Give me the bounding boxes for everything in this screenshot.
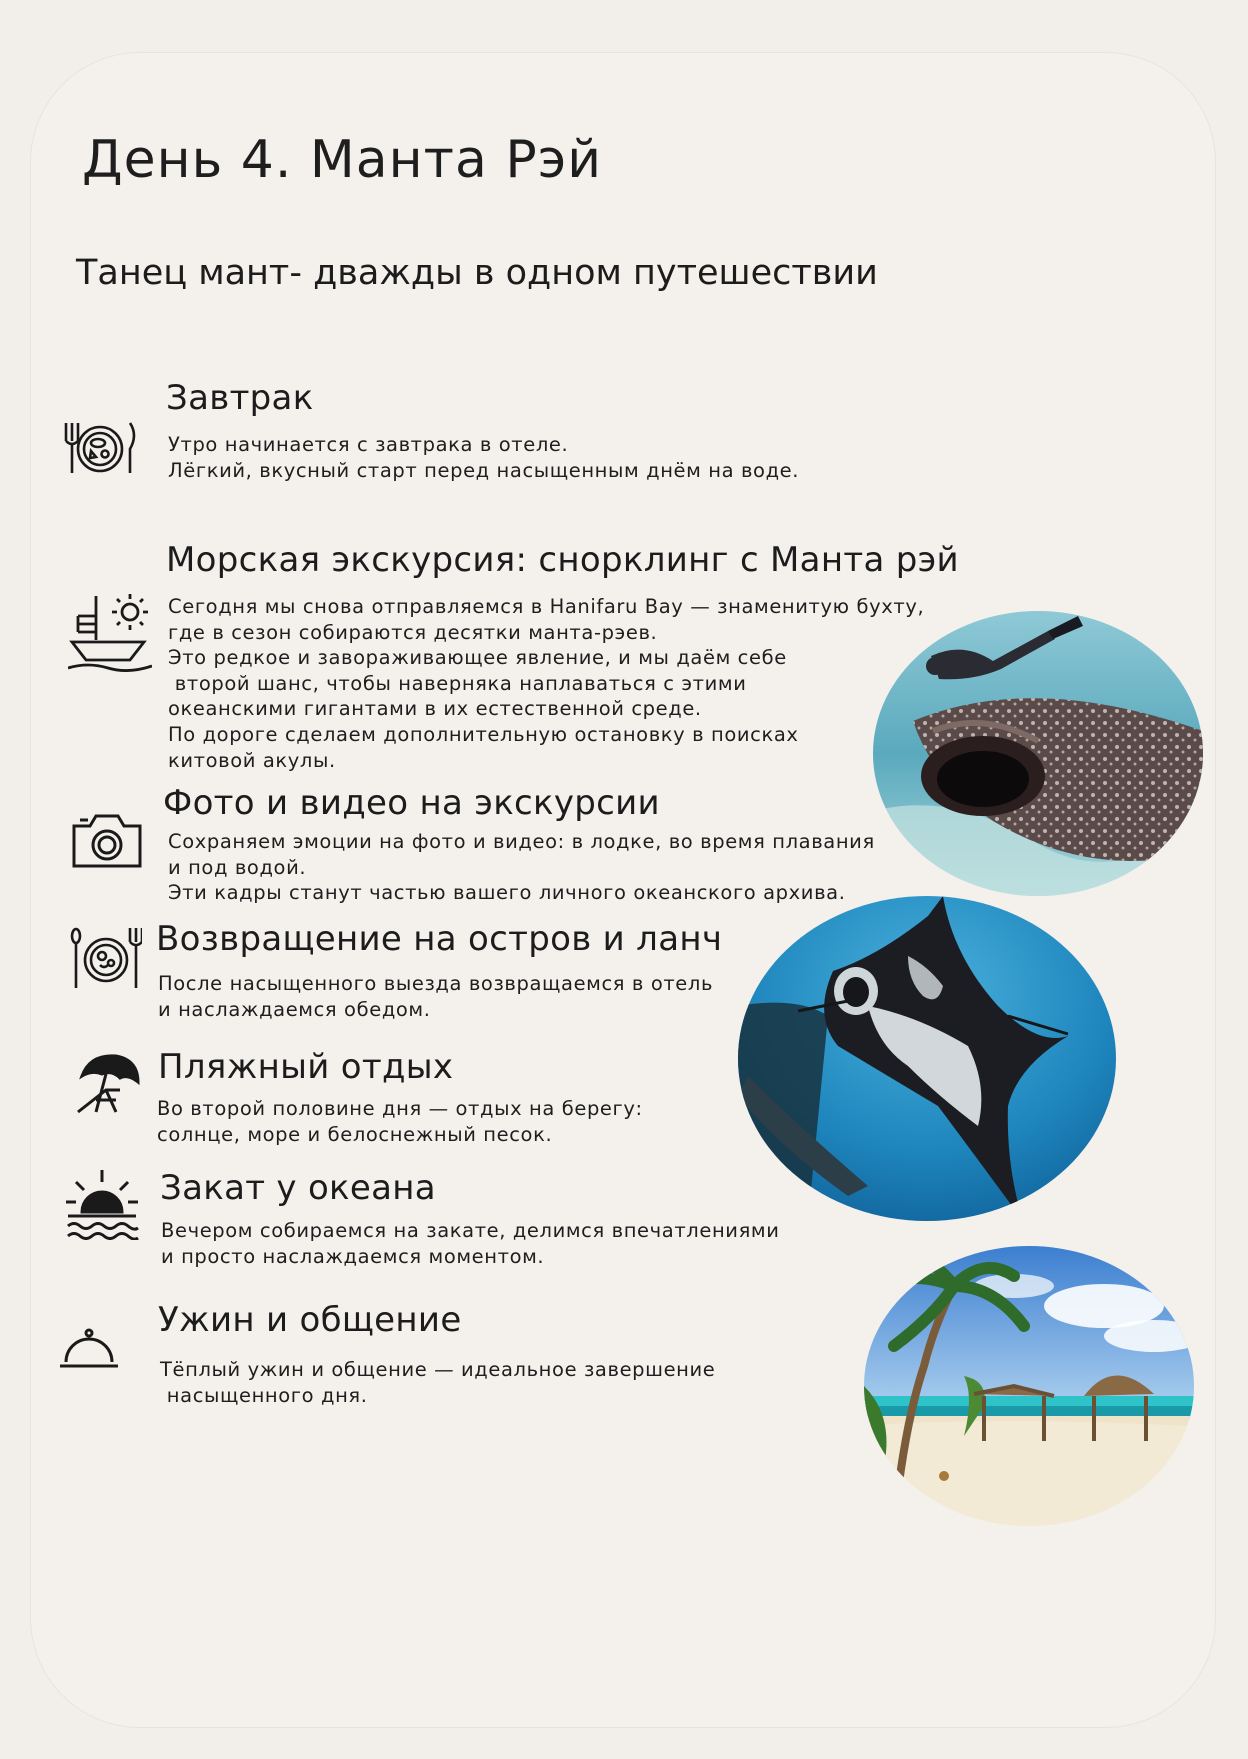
beach-umbrella-icon xyxy=(76,1052,142,1114)
section-text: Сохраняем эмоции на фото и видео: в лодке, во время плавания и под водой. Эти кадры станут частью вашего личного океанского архива. xyxy=(168,830,875,905)
section-text: Утро начинается с завтрака в отеле. Лёгкий, вкусный старт перед насыщенным днём на воде. xyxy=(168,433,800,482)
page-title: День 4. Манта Рэй xyxy=(82,130,603,190)
lunch-plate-icon xyxy=(70,926,142,990)
section-text: Во второй половине дня — отдых на берегу: солнце, море и белоснежный песок. xyxy=(157,1097,643,1146)
section-text: Сегодня мы снова отправляемся в Hanifaru Bay — знаменитую бухту, где в сезон собираются десятки манта-рэев. Это редкое и завораживающее явление, и мы даём себе второй шанс, чтобы наверняка наплаваться с этими океанскими гигантами в их естественной среде. По дороге сделаем дополнительную остановку в поисках китовой акулы. xyxy=(168,595,925,772)
section-title: Морская экскурсия: снорклинг с Манта рэй xyxy=(166,540,959,580)
section-text: После насыщенного выезда возвращаемся в отель и наслаждаемся обедом. xyxy=(158,972,714,1021)
section-text: Тёплый ужин и общение — идеальное завершение насыщенного дня. xyxy=(160,1358,716,1407)
camera-icon xyxy=(70,812,144,870)
tropical-beach-photo xyxy=(864,1246,1194,1526)
section-title: Фото и видео на экскурсии xyxy=(163,783,660,823)
section-title: Закат у океана xyxy=(160,1168,436,1208)
section-title: Завтрак xyxy=(166,378,314,418)
whale-shark-snorkeler-photo xyxy=(873,611,1203,896)
manta-ray-photo xyxy=(738,896,1116,1221)
section-title: Пляжный отдых xyxy=(158,1047,454,1087)
dinner-cloche-icon xyxy=(58,1328,120,1374)
section-text: Вечером собираемся на закате, делимся впечатлениями и просто наслаждаемся моментом. xyxy=(161,1219,780,1268)
page-subtitle: Танец мант- дважды в одном путешествии xyxy=(76,253,878,293)
breakfast-plate-icon xyxy=(60,421,140,477)
section-title: Возвращение на остров и ланч xyxy=(156,919,723,959)
boat-sun-icon xyxy=(68,590,152,672)
section-title: Ужин и общение xyxy=(158,1300,462,1340)
sunset-icon xyxy=(64,1168,140,1240)
